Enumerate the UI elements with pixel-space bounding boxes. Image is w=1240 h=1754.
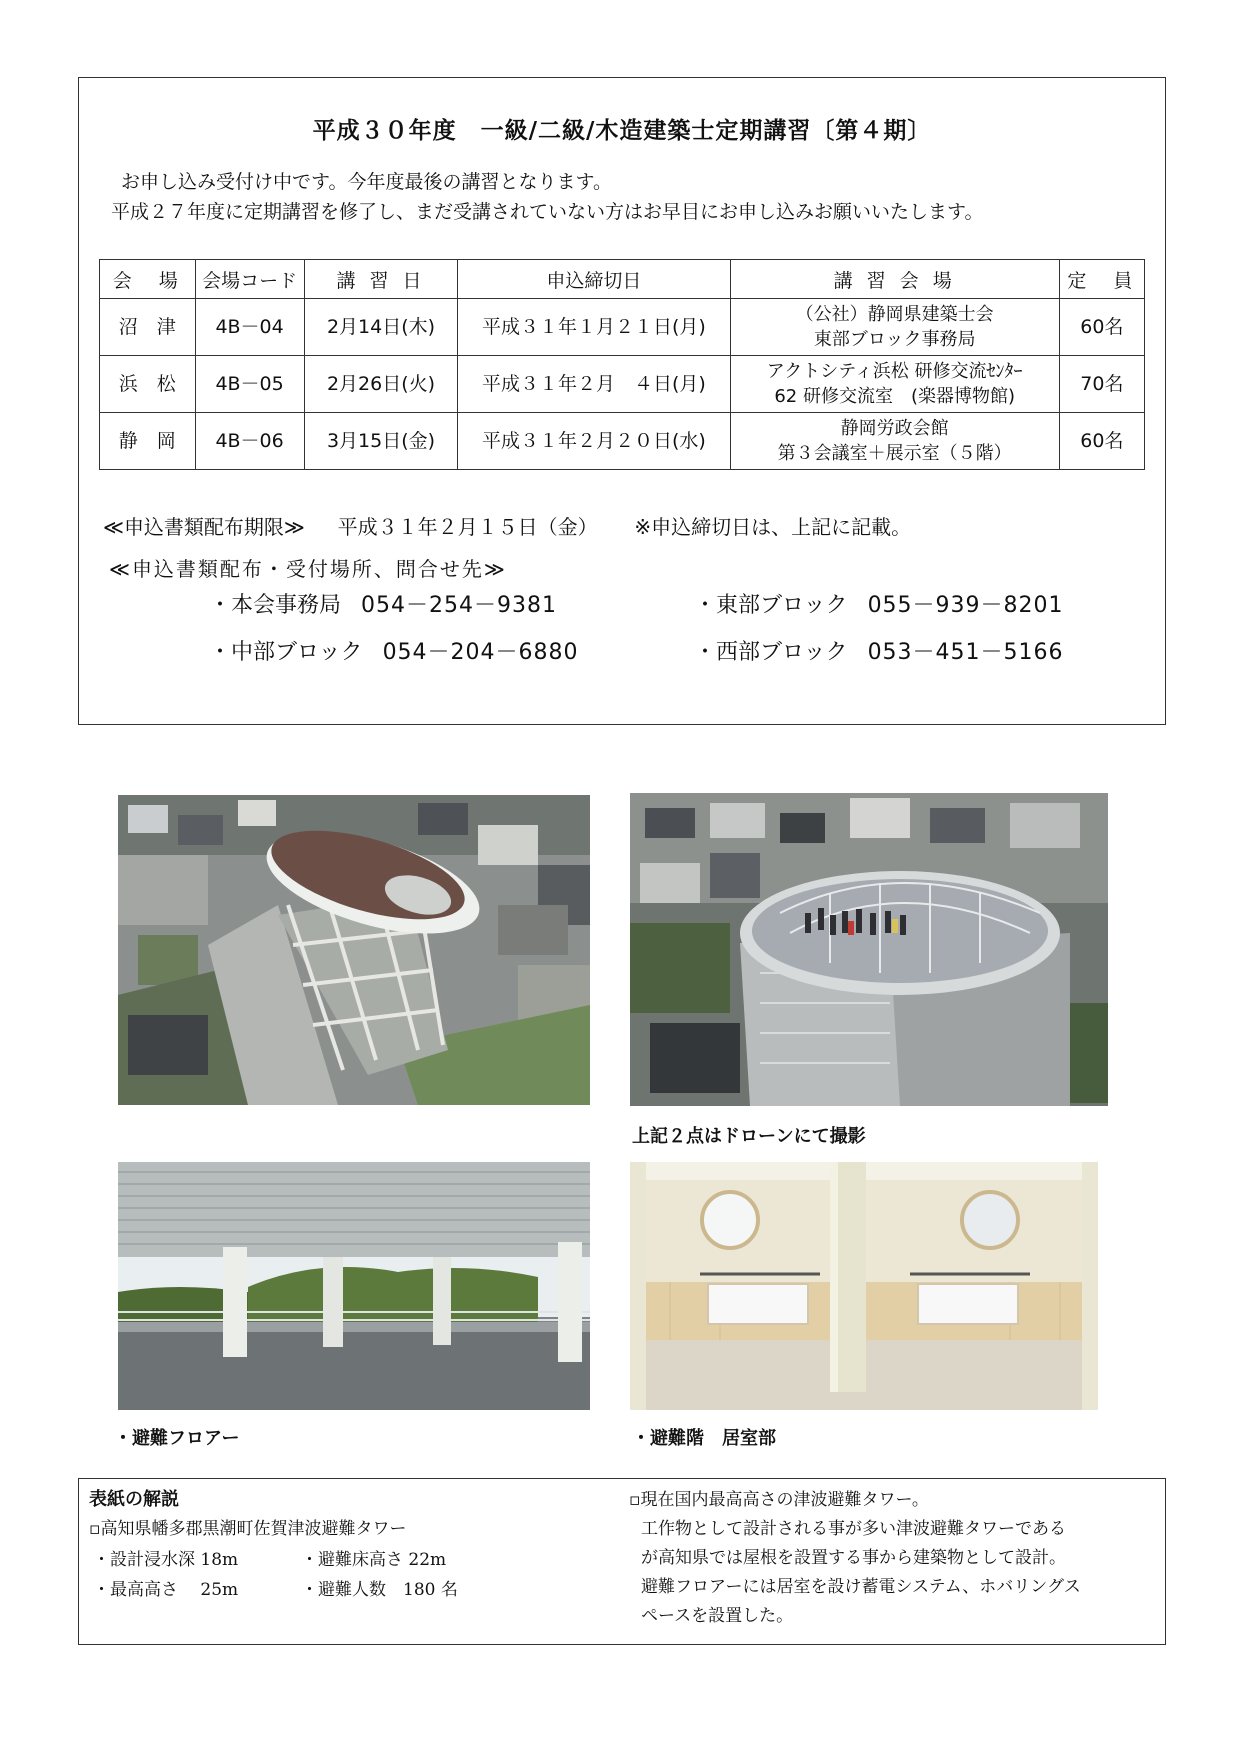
venue-line-1: 静岡労政会館 — [840, 418, 949, 439]
tower-aerial-photo — [118, 795, 590, 1105]
venue-line-1: アクトシティ浜松 研修交流ｾﾝﾀｰ — [766, 361, 1023, 382]
table-row — [100, 413, 1145, 470]
contact-name: ・西部ブロック — [694, 640, 848, 665]
description-line: が高知県では屋根を設置する事から建築物として設計。 — [641, 1548, 1066, 1568]
tower-rooftop-photo — [630, 793, 1108, 1106]
contact-tel: 055－939－8201 — [867, 593, 1064, 618]
table-header-row — [100, 260, 1145, 299]
row-code: 4B－06 — [195, 413, 304, 470]
venue-line-2: 62 研修交流室 (楽器博物館) — [774, 386, 1015, 407]
distribution-deadline — [103, 511, 911, 540]
row-venue — [730, 356, 1059, 413]
row-deadline: 平成３１年１月２１日(月) — [458, 299, 730, 356]
contact-tel: 053－451－5166 — [867, 640, 1064, 665]
evacuation-floor-caption: ・避難フロアー — [114, 1428, 240, 1449]
row-code: 4B－05 — [195, 356, 304, 413]
contact-tel: 054－254－9381 — [361, 593, 557, 618]
header-date: 講 習 日 — [304, 260, 458, 299]
row-place: 沼 津 — [100, 299, 196, 356]
tower-name: ▫高知県幡多郡黒潮町佐賀津波避難タワー — [89, 1519, 407, 1539]
header-venue: 講 習 会 場 — [730, 260, 1059, 299]
row-capacity: 60名 — [1059, 413, 1144, 470]
intro-line-2: 平成２７年度に定期講習を修了し、まだ受講されていない方はお早目にお申し込みお願いいたします。 — [111, 201, 984, 223]
row-capacity: 70名 — [1059, 356, 1144, 413]
row-place: 浜 松 — [100, 356, 196, 413]
spec-item: ・設計浸水深 18m — [93, 1550, 239, 1570]
venue-line-2: 東部ブロック事務局 — [813, 329, 976, 350]
schedule-table — [99, 259, 1145, 470]
evacuation-room-caption: ・避難階 居室部 — [632, 1428, 776, 1449]
contact-name: ・本会事務局 — [209, 593, 342, 618]
contact-heading: ≪申込書類配布・受付場所、問合せ先≫ — [109, 557, 507, 581]
row-date: 2月26日(火) — [304, 356, 458, 413]
tower-rooftop-image — [630, 793, 1108, 1106]
deadline-label: ≪申込書類配布期限≫ — [103, 515, 305, 539]
row-venue — [730, 413, 1059, 470]
cover-heading: 表紙の解説 — [89, 1489, 179, 1510]
contact-name: ・東部ブロック — [694, 593, 848, 618]
header-deadline: 申込締切日 — [458, 260, 730, 299]
contact-name: ・中部ブロック — [209, 640, 363, 665]
table-row — [100, 356, 1145, 413]
contact-item — [209, 588, 557, 619]
table-row — [100, 299, 1145, 356]
row-deadline: 平成３１年２月２０日(水) — [458, 413, 730, 470]
contact-item — [694, 635, 1064, 666]
row-venue — [730, 299, 1059, 356]
header-capacity: 定 員 — [1059, 260, 1144, 299]
row-date: 3月15日(金) — [304, 413, 458, 470]
row-deadline: 平成３１年２月 ４日(月) — [458, 356, 730, 413]
contact-item — [694, 588, 1064, 619]
tower-aerial-image — [118, 795, 590, 1105]
evacuation-floor-image — [118, 1162, 590, 1410]
evacuation-room-photo — [630, 1162, 1098, 1410]
header-place: 会 場 — [100, 260, 196, 299]
venue-line-1: （公社）静岡県建築士会 — [795, 304, 994, 325]
evacuation-floor-photo — [118, 1162, 590, 1410]
drone-photo-caption: 上記２点はドローンにて撮影 — [632, 1126, 866, 1147]
contact-item — [209, 635, 579, 666]
spec-item: ・最高高さ 25m — [93, 1580, 239, 1600]
spec-item: ・避難床高さ 22m — [301, 1550, 447, 1570]
seminar-notice-box — [78, 77, 1166, 725]
header-code: 会場コード — [195, 260, 304, 299]
cover-explanation-box — [78, 1478, 1166, 1645]
deadline-note: ※申込締切日は、上記に記載。 — [634, 515, 912, 539]
description-line: 避難フロアーには居室を設け蓄電システム、ホバリングス — [641, 1577, 1081, 1597]
deadline-value: 平成３１年２月１５日（金） — [337, 515, 598, 539]
row-place: 静 岡 — [100, 413, 196, 470]
row-code: 4B－04 — [195, 299, 304, 356]
row-date: 2月14日(木) — [304, 299, 458, 356]
description-heading: ▫現在国内最高高さの津波避難タワー。 — [629, 1490, 929, 1510]
description-line: 工作物として設計される事が多い津波避難タワーである — [641, 1519, 1066, 1539]
contact-tel: 054－204－6880 — [382, 640, 579, 665]
venue-line-2: 第３会議室＋展示室（５階） — [777, 443, 1012, 464]
intro-line-1: お申し込み受付け中です。今年度最後の講習となります。 — [121, 171, 612, 193]
notice-title: 平成３０年度 一級/二級/木造建築士定期講習〔第４期〕 — [312, 118, 932, 144]
row-capacity: 60名 — [1059, 299, 1144, 356]
description-line: ペースを設置した。 — [641, 1606, 794, 1626]
spec-item: ・避難人数 180 名 — [301, 1580, 458, 1600]
evacuation-room-image — [630, 1162, 1098, 1410]
